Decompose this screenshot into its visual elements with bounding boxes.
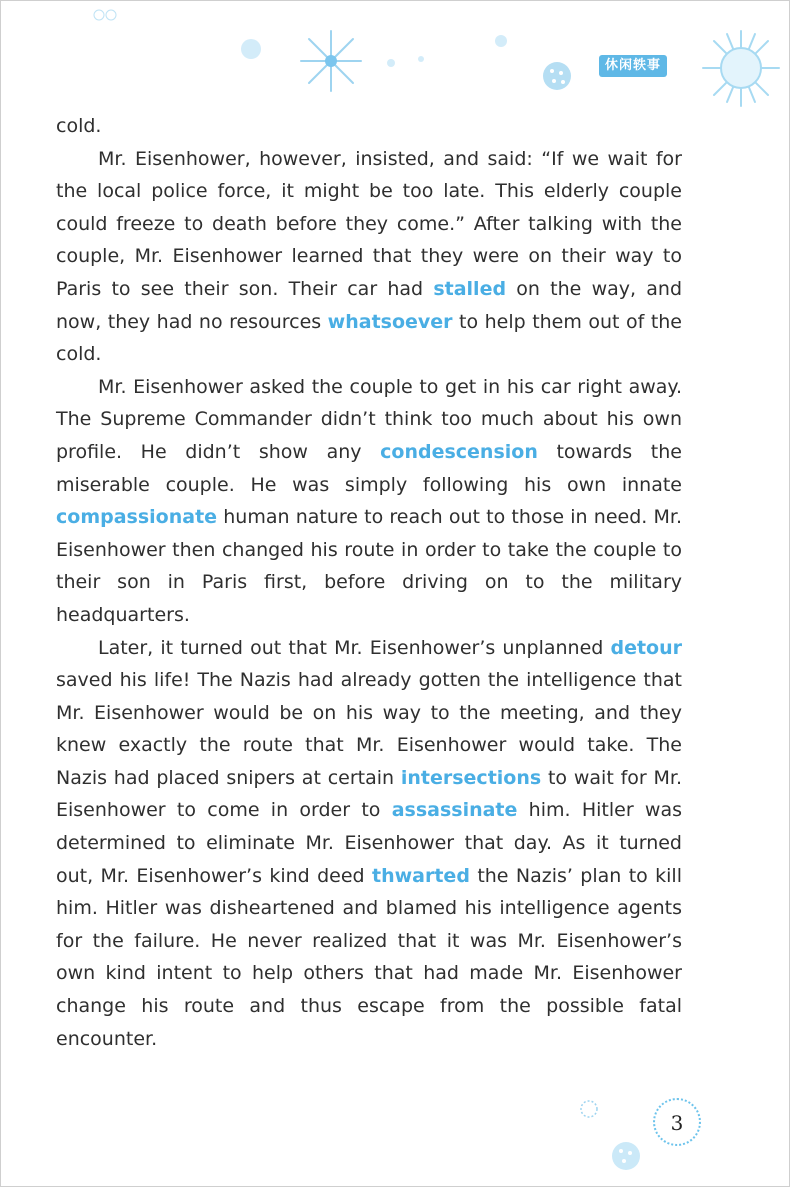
- vocabulary-word: assassinate: [391, 799, 518, 822]
- paragraph-text: Mr. Eisenhower, however, insisted, and said: “If we wait for the local police force, it might be too late. This elderly couple could freeze to death before they come.” After talking with the couple, Mr. Eisenhower learned that they were on their way to Paris to see their son. Their car had: [56, 147, 682, 300]
- paragraph: [56, 110, 682, 143]
- paragraph-text: Later, it turned out that Mr. Eisenhower’s unplanned: [98, 636, 611, 659]
- snowflake-header-decoration-icon: [1, 1, 790, 116]
- paragraph-text: towards the miserable couple. He was simply following his own innate: [56, 440, 682, 496]
- paragraph-text: Mr. Eisenhower asked the couple to get in his car right away. The Supreme Commander didn’t think too much about his own profile. He didn’t show any: [56, 375, 682, 463]
- paragraph: [56, 632, 682, 1056]
- page-number: 3: [653, 1098, 701, 1146]
- paragraph-text: the Nazis’ plan to kill him. Hitler was disheartened and blamed his intelligence agents for the failure. He never realized that it was Mr. Eisenhower’s own kind intent to help others that had made Mr. Eisenhower change his route and thus escape from the possible fatal encounter.: [56, 864, 682, 1050]
- paragraph-text: saved his life! The Nazis had already gotten the intelligence that Mr. Eisenhower would be on his way to the meeting, and they knew exactly the route that Mr. Eisenhower would take. The Nazis had placed snipers at certain: [56, 669, 682, 789]
- section-tag: 休闲轶事: [599, 55, 667, 77]
- paragraph-text: on the way, and now, they had no resources: [56, 277, 683, 333]
- vocabulary-word: intersections: [400, 766, 542, 789]
- story-text: [56, 110, 682, 1055]
- vocabulary-word: thwarted: [372, 864, 470, 887]
- vocabulary-word: compassionate: [56, 506, 218, 529]
- vocabulary-word: whatsoever: [327, 310, 453, 333]
- paragraph-text: him. Hitler was determined to eliminate Mr. Eisenhower that day. As it turned out, Mr. Eisenhower’s kind deed: [56, 799, 682, 887]
- paragraph-text: human nature to reach out to those in need. Mr. Eisenhower then changed his route in order to take the couple to their son in Paris first, before driving on to the military headquarters.: [56, 506, 682, 626]
- paragraph: [56, 371, 682, 632]
- vocabulary-word: stalled: [433, 277, 507, 300]
- paragraph-text: to help them out of the cold.: [56, 310, 682, 366]
- paragraph-text: cold.: [56, 115, 102, 137]
- vocabulary-word: detour: [610, 636, 682, 659]
- vocabulary-word: condescension: [380, 440, 538, 463]
- paragraph: [56, 143, 682, 371]
- paragraph-text: to wait for Mr. Eisenhower to come in order to: [56, 766, 682, 822]
